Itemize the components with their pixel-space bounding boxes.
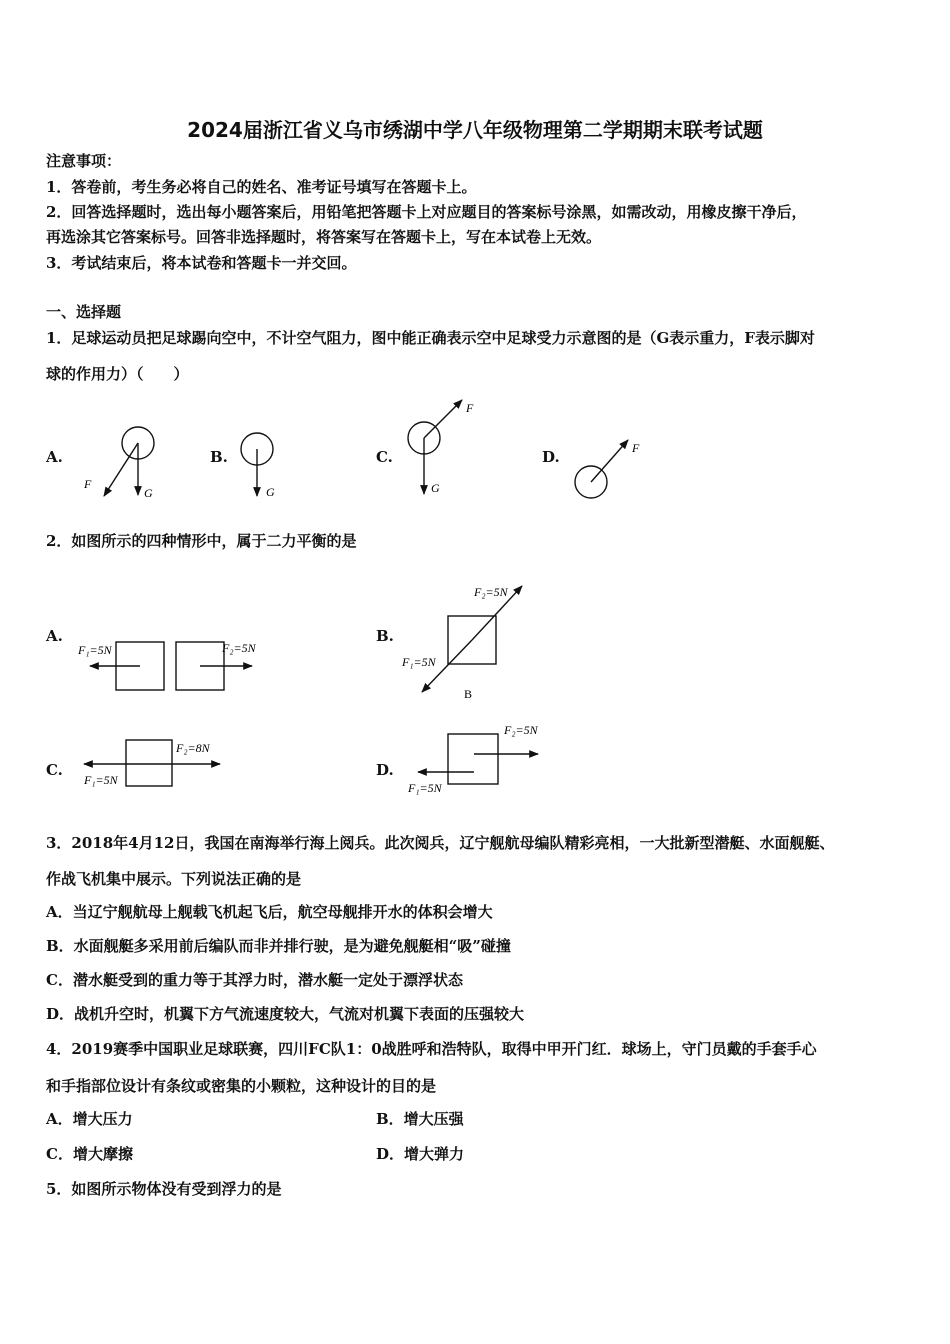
q1-figure-c xyxy=(400,392,490,502)
q1a-force-label: F xyxy=(84,477,92,491)
q2-figure-a xyxy=(76,636,276,696)
q2-option-d-label: D. xyxy=(376,761,394,779)
q2c-f1-label: F₁=5N xyxy=(84,773,118,787)
q1d-force-label: F xyxy=(632,441,640,455)
q3-option-d: D．战机升空时，机翼下方气流速度较大，气流对机翼下表面的压强较大 xyxy=(46,1005,525,1023)
q3-stem-line2: 作战飞机集中展示。下列说法正确的是 xyxy=(46,870,302,888)
q2-option-c-label: C. xyxy=(46,761,63,779)
q1-figure-b xyxy=(238,430,288,510)
q2-figure-c xyxy=(80,734,230,796)
q2-figure-d xyxy=(404,718,554,798)
q1-figure-d xyxy=(570,432,650,504)
q1c-force-label: F xyxy=(466,401,474,415)
q1-option-b-label: B. xyxy=(210,448,228,466)
q2b-f2-label: F₂=5N xyxy=(474,585,508,599)
q1-stem-line1: 1．足球运动员把足球踢向空中，不计空气阻力，图中能正确表示空中足球受力示意图的是（G表示重力，F表示脚对 xyxy=(46,329,815,347)
q1-option-d-label: D. xyxy=(542,448,560,466)
q4-option-a: A．增大压力 xyxy=(46,1110,133,1128)
q2c-f2-label: F₂=8N xyxy=(176,741,210,755)
q2b-caption: B xyxy=(464,687,473,701)
q2-figure-b xyxy=(400,580,550,705)
q1c-gravity-label: G xyxy=(431,481,440,495)
q1-option-a-label: A. xyxy=(46,448,63,466)
notice-item-2: 2．回答选择题时，选出每小题答案后，用铅笔把答题卡上对应题目的答案标号涂黑，如需改动，用橡皮擦干净后， xyxy=(46,203,807,221)
q1a-gravity-label: G xyxy=(144,486,153,500)
q1b-gravity-label: G xyxy=(266,485,275,499)
notice-heading: 注意事项： xyxy=(46,152,122,170)
q4-option-c: C．增大摩擦 xyxy=(46,1145,133,1163)
q3-stem-line1: 3．2018年4月12日，我国在南海举行海上阅兵。此次阅兵，辽宁舰航母编队精彩亮相，一大批新型潜艇、水面舰艇、 xyxy=(46,834,835,852)
q4-option-b: B．增大压强 xyxy=(376,1110,464,1128)
q2d-f2-label: F₂=5N xyxy=(504,723,538,737)
q3-option-b: B．水面舰艇多采用前后编队而非并排行驶，是为避免舰艇相“吸”碰撞 xyxy=(46,937,511,955)
q1-stem-line2: 球的作用力）（ ） xyxy=(46,365,189,383)
q2b-f1-label: F₁=5N xyxy=(402,655,436,669)
q1-figure-a xyxy=(80,420,170,510)
q3-option-a: A．当辽宁舰航母上舰载飞机起飞后，航空母舰排开水的体积会增大 xyxy=(46,903,493,921)
q3-option-c: C．潜水艇受到的重力等于其浮力时，潜水艇一定处于漂浮状态 xyxy=(46,971,463,989)
notice-item-1: 1．答卷前，考生务必将自己的姓名、准考证号填写在答题卡上。 xyxy=(46,178,477,196)
q5-stem: 5．如图所示物体没有受到浮力的是 xyxy=(46,1180,282,1198)
q2a-f2-label: F₂=5N xyxy=(222,641,256,655)
q2-option-a-label: A. xyxy=(46,627,63,645)
section-heading: 一、选择题 xyxy=(46,303,122,321)
q2a-f1-label: F₁=5N xyxy=(78,643,112,657)
q1-option-c-label: C. xyxy=(376,448,393,466)
q2d-f1-label: F₁=5N xyxy=(408,781,442,795)
notice-item-2-cont: 再选涂其它答案标号。回答非选择题时，将答案写在答题卡上，写在本试卷上无效。 xyxy=(46,228,602,246)
page-title: 2024届浙江省义乌市绣湖中学八年级物理第二学期期末联考试题 xyxy=(187,118,763,142)
notice-item-3: 3．考试结束后，将本试卷和答题卡一并交回。 xyxy=(46,254,357,272)
q2-stem: 2．如图所示的四种情形中，属于二力平衡的是 xyxy=(46,532,357,550)
q4-stem-line1: 4．2019赛季中国职业足球联赛，四川FC队1：0战胜呼和浩特队，取得中甲开门红．球场上，守门员戴的手套手心 xyxy=(46,1040,817,1058)
q4-option-d: D．增大弹力 xyxy=(376,1145,465,1163)
q4-stem-line2: 和手指部位设计有条纹或密集的小颗粒，这种设计的目的是 xyxy=(46,1077,437,1095)
q2-option-b-label: B. xyxy=(376,627,394,645)
